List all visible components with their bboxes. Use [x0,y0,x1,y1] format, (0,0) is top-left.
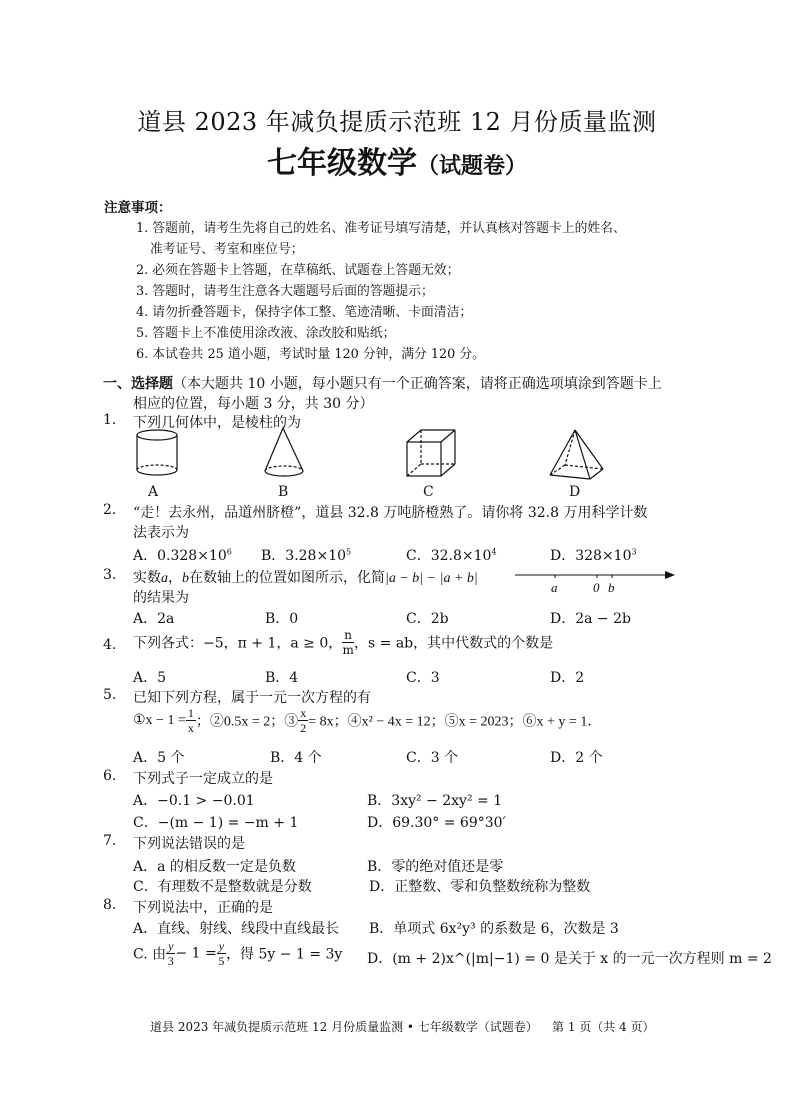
note-item: 3. 答题时，请考生注意各大题题号后面的答题提示； [136,284,434,299]
shape-label-a: A [148,484,159,500]
option-c: C．2b [406,611,449,627]
fraction-x-over-2 [298,707,308,734]
section-label: 一、选择题 [103,376,173,392]
text: ，得 5y − 1 = 3y [226,946,343,963]
text: ；②0.5x = 2；③ [195,714,299,730]
option-c: C．3 [406,670,440,686]
text: ①x − 1 = [133,713,186,728]
option-b: B．0 [265,611,299,627]
option-d [550,545,637,565]
paper-type: （试题卷） [416,154,527,179]
denominator: x [187,721,194,735]
axis-label-zero: 0 [593,580,600,595]
option-b [261,545,351,565]
question-number: 1. [103,412,117,428]
option-a: A．直线、射线、线段中直线最长 [133,921,340,937]
fraction-1-over-x [186,707,196,734]
question-text: 下列说法中，正确的是 [133,900,273,916]
text: − 1 = [175,945,217,962]
text: 下列各式：−5，π + 1，a ≥ 0， [133,635,343,652]
text: C. 由 [133,946,167,963]
option-c: C．3 个 [406,750,459,766]
option-d: D．(m + 2)x^(|m|−1) = 0 是关于 x 的一元一次方程则 m = 2 [367,951,772,967]
footer-title: 道县 2023 年减负提质示范班 12 月份质量监测 • 七年级数学（试题卷） [150,1020,538,1034]
question-number: 4. [103,637,117,653]
denominator: 5 [218,954,225,968]
option-text: D．328×10 [550,548,632,564]
cylinder-shape [137,430,177,475]
shape-label-b: B [278,484,289,500]
option-b: B．单项式 6x²y³ 的系数是 6，次数是 3 [369,921,619,937]
notes-heading: 注意事项： [104,200,172,216]
option-c: C．有理数不是整数就是分数 [133,879,312,895]
option-d: D．69.30° = 69°30′ [367,815,506,831]
question-text: 下列式子一定成立的是 [133,771,273,787]
denominator: 2 [300,721,307,735]
exam-title: 道县 2023 年减负提质示范班 12 月份质量监测 [137,108,657,136]
question-text: 已知下列方程，属于一元一次方程的有 [133,690,371,706]
page-number: 第 1 页（共 4 页） [552,1020,655,1034]
question-text: “走！去永州，品道州脐橙”，道县 32.8 万吨脐橙熟了。请你将 32.8 万用科学计数 [133,505,648,521]
denominator: m [342,643,354,657]
option-b: B．4 [265,670,299,686]
cube-shape [407,430,455,476]
subject-title: 七年级数学 [266,146,417,181]
equation-list [133,707,601,734]
question-number: 5. [103,687,117,703]
note-item: 准考证号、考室和座位号； [150,242,304,257]
option-a: A．2a [133,611,175,627]
shape-label-d: D [569,484,581,500]
denominator: 3 [167,954,174,968]
option-b: B．4 个 [270,750,322,766]
fraction-y-over-5 [217,940,226,967]
option-text: B．3.28×10 [261,548,347,564]
exam-subtitle [0,138,794,182]
question-text-line2: 法表示为 [133,525,189,541]
var-a: a [161,571,168,586]
abs-expression: |a − b| − |a + b| [385,571,478,586]
question-text [133,567,478,587]
question-number: 3. [103,567,117,583]
question-number: 8. [103,897,117,913]
numerator: n [344,628,352,642]
option-c: C．−(m − 1) = −m + 1 [133,815,299,831]
axis-label-b: b [608,580,615,595]
note-item: 6. 本试卷共 25 道小题，考试时量 120 分钟，满分 120 分。 [136,347,485,362]
note-item: 5. 答题卡上不准使用涂改液、涂改胶和贴纸； [136,326,396,341]
option-b: B．零的绝对值还是零 [367,859,504,875]
var-b: b [182,571,189,586]
text: = 8x；④x² − 4x = 12；⑤x = 2023；⑥x + y = 1． [308,714,602,730]
question-number: 6. [103,768,117,784]
numerator: x [300,706,307,720]
exponent: 6 [226,547,232,557]
option-c [406,545,497,565]
option-d: D．正整数、零和负整数统称为整数 [369,879,591,895]
section-desc-line2: 相应的位置，每小题 3 分，共 30 分） [133,396,374,412]
text: 实数 [133,570,161,586]
question-text: 下列说法错误的是 [133,836,245,852]
shape-label-c: C [423,484,434,500]
numerator: 1 [187,706,194,720]
numerator: y [168,939,174,953]
exponent: 5 [346,547,352,557]
option-a: A．a 的相反数一定是负数 [133,859,296,875]
option-a: A．−0.1 > −0.01 [133,793,255,809]
text: 在数轴上的位置如图所示，化简 [189,570,385,586]
question-text: 下列几何体中，是棱柱的为 [133,415,301,431]
question-number: 2. [103,502,117,518]
fraction-n-over-m [342,629,354,656]
option-a: A．5 [133,670,167,686]
option-b: B．3xy² − 2xy² = 1 [367,793,503,809]
option-text: C．32.8×10 [406,548,492,564]
note-item: 1. 答题前，请考生先将自己的姓名、准考证号填写清楚，并认真核对答题卡上的姓名、 [136,221,626,236]
text: ， [168,570,182,586]
q1-shapes-figure [120,425,620,485]
axis-label-a: a [551,580,558,595]
pyramid-shape [550,430,603,479]
section-desc: （本大题共 10 小题，每小题只有一个正确答案，请将正确选项填涂到答题卡上 [173,376,662,392]
text: ，s = ab，其中代数式的个数是 [354,635,554,652]
option-d: D．2 [550,670,585,686]
cone-shape [265,428,303,476]
option-c [133,940,342,967]
exponent: 4 [491,547,497,557]
question-text-line2: 的结果为 [133,590,189,606]
numerator: y [218,939,225,953]
note-item: 4. 请勿折叠答题卡，保持字体工整、笔迹清晰、卡面清洁； [136,305,473,320]
option-a: A．5 个 [133,750,185,766]
question-text [133,629,553,656]
option-d: D．2 个 [550,750,603,766]
section-heading [103,373,662,393]
question-number: 7. [103,833,117,849]
exponent: 3 [631,547,637,557]
note-item: 2. 必须在答题卡上答题，在草稿纸、试题卷上答题无效； [136,263,460,278]
option-a [133,545,232,565]
option-text: A．0.328×10 [133,548,227,564]
option-d: D．2a − 2b [550,611,631,627]
